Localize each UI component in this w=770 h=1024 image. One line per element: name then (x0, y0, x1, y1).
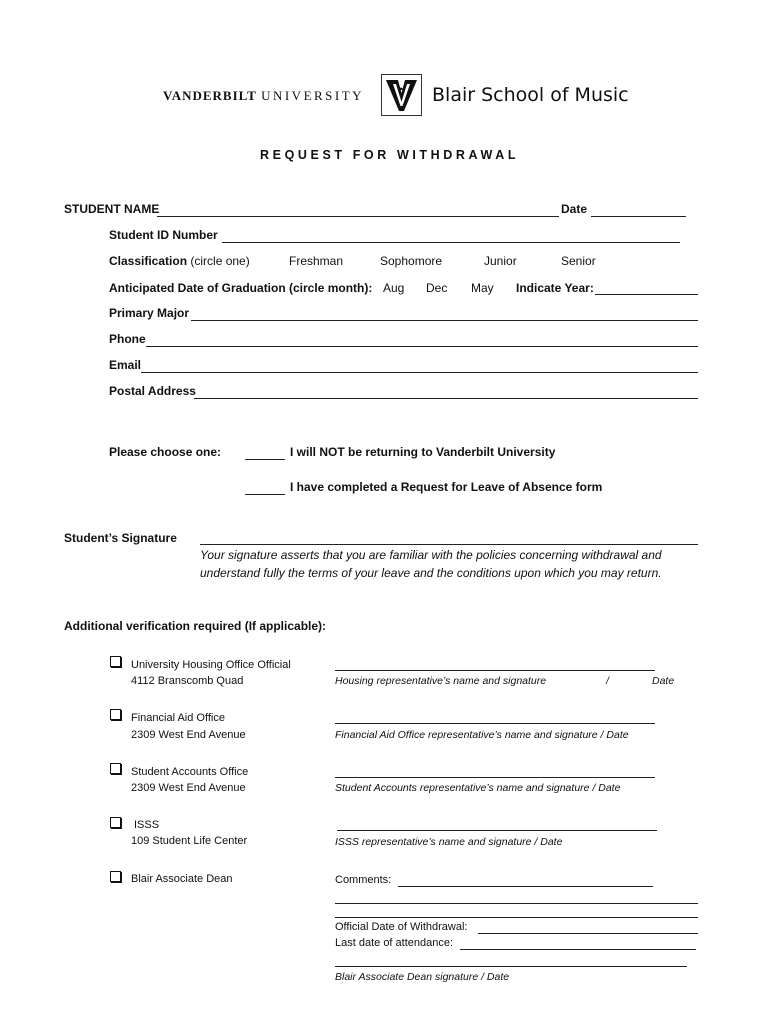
housing-caption-date: Date (652, 675, 675, 687)
date-label: Date (561, 202, 588, 216)
isss-checkbox[interactable] (110, 817, 121, 828)
classification-junior[interactable]: Junior (484, 254, 517, 268)
blair-dean-checkbox[interactable] (110, 871, 121, 882)
primary-major-field[interactable] (191, 320, 698, 321)
financial-aid-caption: Financial Aid Office representative’s name and signature / Date (335, 729, 629, 741)
month-aug[interactable]: Aug (383, 281, 405, 295)
financial-aid-office-address: 2309 West End Avenue (131, 729, 246, 741)
classification-note: (circle one) (190, 254, 250, 268)
student-signature-label: Student’s Signature (64, 531, 177, 545)
phone-label: Phone (109, 332, 146, 346)
financial-aid-office-name: Financial Aid Office (131, 712, 225, 724)
financial-aid-checkbox[interactable] (110, 709, 121, 720)
last-attendance-label: Last date of attendance: (335, 937, 454, 949)
student-id-label: Student ID Number (109, 228, 218, 242)
isss-office-name: ISSS (134, 819, 160, 831)
dean-signature-field[interactable] (335, 966, 687, 967)
student-accounts-signature-field[interactable] (335, 777, 655, 778)
isss-caption: ISSS representative’s name and signature / Date (335, 836, 563, 848)
official-date-label: Official Date of Withdrawal: (335, 921, 468, 933)
comments-field-line2[interactable] (335, 903, 698, 904)
primary-major-label: Primary Major (109, 306, 190, 320)
option2-text: I have completed a Request for Leave of Absence form (290, 480, 603, 494)
classification-freshman[interactable]: Freshman (289, 254, 344, 268)
housing-signature-field[interactable] (335, 670, 655, 671)
isss-signature-field[interactable] (337, 830, 657, 831)
housing-caption: Housing representative’s name and signature (335, 675, 547, 687)
university-wordmark-bold: VANDERBILT (163, 88, 257, 103)
choose-one-label: Please choose one: (109, 445, 222, 459)
month-may[interactable]: May (471, 281, 494, 295)
classification-sophomore[interactable]: Sophomore (380, 254, 443, 268)
classification-label: Classification (109, 254, 188, 268)
comments-label: Comments: (335, 874, 392, 886)
month-dec[interactable]: Dec (426, 281, 448, 295)
postal-address-label: Postal Address (109, 384, 196, 398)
school-name: Blair School of Music (432, 84, 629, 106)
grad-date-label: Anticipated Date of Graduation (circle month): (109, 281, 373, 295)
student-accounts-checkbox[interactable] (110, 763, 121, 774)
financial-aid-signature-field[interactable] (335, 723, 655, 724)
signature-note-line2: understand fully the terms of your leave and the conditions upon which you may return. (200, 566, 662, 580)
form-title: REQUEST FOR WITHDRAWAL (260, 148, 520, 162)
email-field[interactable] (141, 372, 698, 373)
student-accounts-caption: Student Accounts representative’s name and signature / Date (335, 782, 621, 794)
comments-field-line3[interactable] (335, 917, 698, 918)
phone-field[interactable] (146, 346, 698, 347)
vanderbilt-v-logo-icon (381, 74, 422, 116)
student-id-field[interactable] (222, 242, 680, 243)
last-attendance-field[interactable] (460, 949, 696, 950)
year-field[interactable] (595, 294, 698, 295)
student-name-field[interactable] (157, 216, 559, 217)
dean-signature-caption: Blair Associate Dean signature / Date (335, 971, 510, 983)
postal-address-field[interactable] (194, 398, 698, 399)
student-accounts-office-name: Student Accounts Office (131, 766, 249, 778)
student-signature-field[interactable] (200, 544, 698, 545)
classification-row (109, 254, 250, 268)
signature-note-line1: Your signature asserts that you are familiar with the policies concerning withdrawal and (200, 548, 662, 562)
verification-heading: Additional verification required (If applicable): (64, 619, 327, 633)
comments-field[interactable] (398, 886, 653, 887)
university-wordmark (163, 88, 364, 104)
classification-senior[interactable]: Senior (561, 254, 596, 268)
housing-caption-slash: / (606, 675, 609, 687)
student-accounts-office-address: 2309 West End Avenue (131, 782, 246, 794)
indicate-year-label: Indicate Year: (516, 281, 594, 295)
official-date-field[interactable] (478, 933, 698, 934)
student-name-label: STUDENT NAME (64, 202, 160, 216)
housing-office-name: University Housing Office Official (131, 659, 291, 671)
housing-checkbox[interactable] (110, 656, 121, 667)
blair-dean-name: Blair Associate Dean (131, 873, 233, 885)
email-label: Email (109, 358, 142, 372)
housing-office-address: 4112 Branscomb Quad (131, 675, 244, 687)
university-wordmark-light: UNIVERSITY (261, 88, 365, 103)
isss-office-address: 109 Student Life Center (131, 835, 248, 847)
option1-blank[interactable] (245, 459, 285, 460)
option2-blank[interactable] (245, 494, 285, 495)
date-field[interactable] (591, 216, 686, 217)
option1-text: I will NOT be returning to Vanderbilt University (290, 445, 556, 459)
